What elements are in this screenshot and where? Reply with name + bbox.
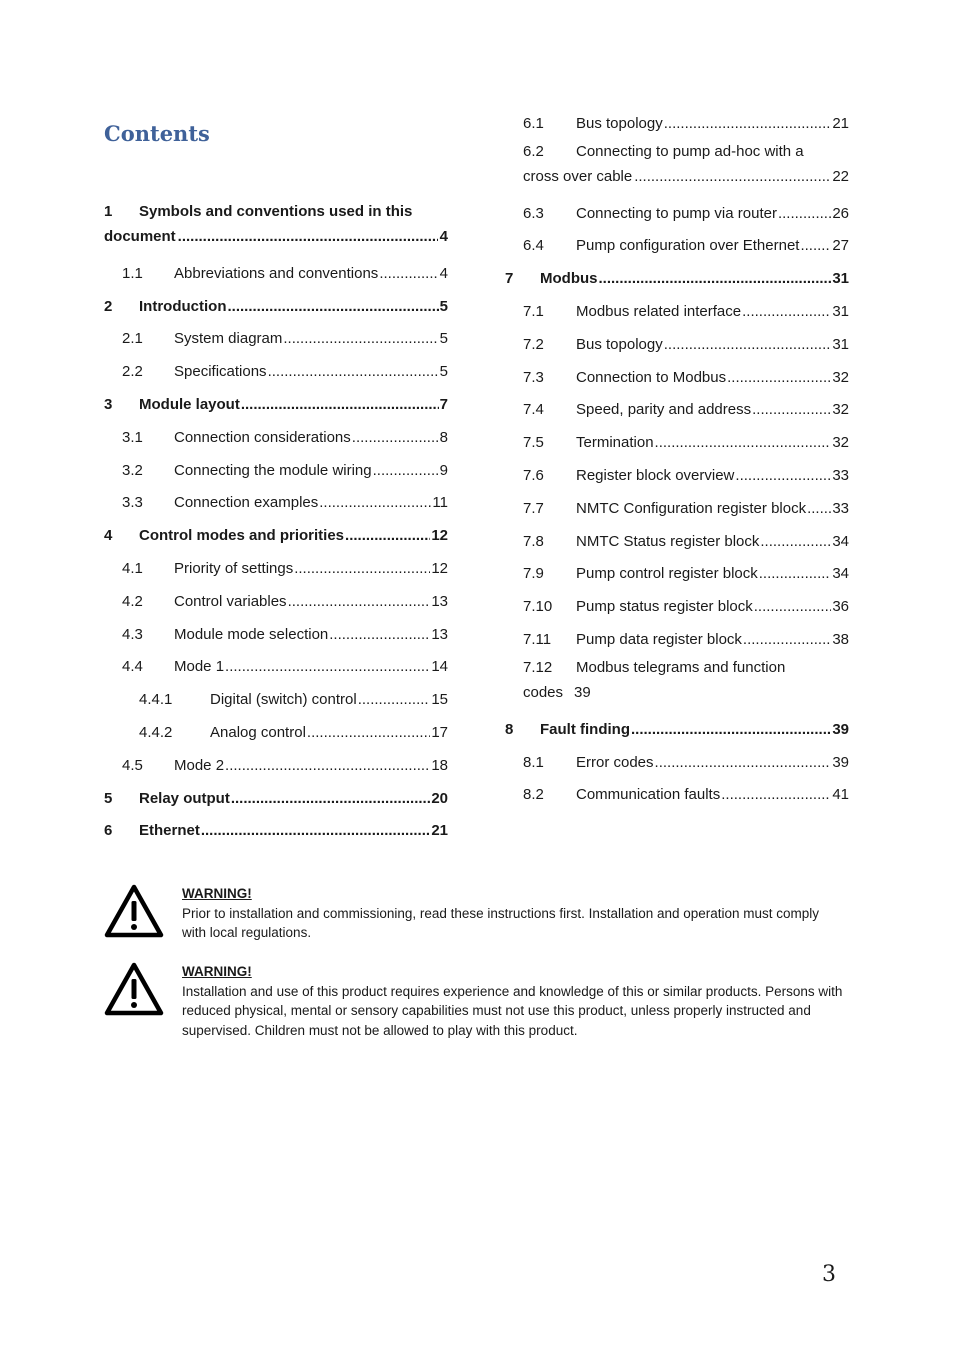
toc-entry-number: 6.4 [523, 237, 544, 255]
toc-entry [104, 577, 448, 610]
toc-leader-dots [634, 164, 830, 189]
toc-entry-number: 4.4 [122, 658, 143, 676]
toc-entry [505, 451, 849, 484]
toc-entry-title-continued: cross over cable [523, 167, 633, 185]
toc-leader-dots [178, 224, 438, 249]
toc-page-number: 26 [832, 204, 849, 222]
toc-entry-title: Digital (switch) control [210, 691, 357, 709]
toc-entry-line [104, 199, 448, 224]
toc-entry [505, 550, 849, 583]
toc-page-number: 13 [431, 625, 448, 643]
toc-column-right [505, 99, 849, 803]
toc-entry-title: NMTC Configuration register block [576, 499, 807, 517]
toc-entry-number: 7.8 [523, 532, 544, 550]
toc-entry-title: Specifications [174, 363, 267, 381]
toc-entry [505, 517, 849, 550]
toc-page-number: 11 [432, 494, 448, 512]
toc-leader-dots [288, 593, 431, 610]
toc-entry-title: Connection examples [174, 494, 319, 512]
toc-entry-number: 6.2 [523, 142, 544, 160]
toc-entry-number: 8.1 [523, 753, 544, 771]
toc-leader-dots [752, 401, 831, 418]
toc-entry-title: Register block overview [576, 466, 735, 484]
toc-leader-dots [307, 724, 430, 741]
toc-page-number: 14 [431, 658, 448, 676]
toc-entry-number: 7.5 [523, 434, 544, 452]
toc-entry-title: Bus topology [576, 335, 663, 353]
toc-entry [104, 282, 448, 315]
toc-entry-number: 6 [104, 822, 113, 840]
toc-page-number: 21 [431, 822, 448, 840]
toc-entry [505, 320, 849, 353]
toc-page-number: 34 [832, 565, 849, 583]
toc-entry [104, 380, 448, 413]
toc-page-number: 31 [832, 335, 849, 353]
toc-entry-line [523, 164, 849, 189]
toc-page-number: 32 [832, 434, 849, 452]
toc-entry [505, 705, 849, 738]
toc-entry [505, 582, 849, 615]
toc-page-number: 39 [832, 753, 849, 771]
toc-entry-number: 2.2 [122, 363, 143, 381]
toc-leader-dots [241, 396, 439, 413]
toc-entry-title: Pump control register block [576, 565, 758, 583]
toc-entry-number: 3.2 [122, 461, 143, 479]
toc-entry-number: 4.3 [122, 625, 143, 643]
toc-entry [104, 479, 448, 512]
toc-entry-line [523, 139, 849, 164]
toc-entry-line [523, 680, 849, 705]
toc-entry-number: 1 [104, 203, 113, 220]
toc-entry-number: 8.2 [523, 786, 544, 804]
toc-leader-dots [379, 265, 438, 282]
toc-entry-title-continued: document [104, 228, 176, 245]
toc-entry-number: 2.1 [122, 330, 143, 348]
toc-entry [505, 254, 849, 287]
toc-entry [104, 741, 448, 774]
toc-page-number: 33 [832, 466, 849, 484]
toc-entry-number: 7.11 [523, 630, 552, 648]
toc-leader-dots [631, 721, 831, 738]
toc-leader-dots [721, 786, 831, 803]
toc-page-number: 8 [439, 428, 448, 446]
toc-entry-number: 4.5 [122, 756, 143, 774]
toc-entry-title: Communication faults [576, 786, 721, 804]
toc-entry [104, 708, 448, 741]
toc-entry-title: Modbus related interface [576, 302, 742, 320]
toc-entry [505, 99, 849, 132]
toc-leader-dots [227, 298, 438, 315]
toc-entry-number: 4 [104, 527, 113, 545]
toc-page-number: 17 [431, 723, 448, 741]
toc-leader-dots [283, 330, 438, 347]
toc-entry-line [104, 224, 448, 249]
toc-entry-title: Introduction [139, 297, 227, 315]
toc-entry-title: Connection considerations [174, 428, 351, 446]
toc-page-number: 33 [832, 499, 849, 517]
toc-entry-title: Pump status register block [576, 598, 753, 616]
toc-entry [505, 738, 849, 771]
toc-entry [505, 353, 849, 386]
toc-entry [104, 675, 448, 708]
toc-page-number: 15 [431, 691, 448, 709]
toc-entry [505, 132, 849, 189]
toc-page-number: 5 [439, 330, 448, 348]
toc-entry-number: 7.6 [523, 466, 544, 484]
toc-leader-dots [778, 205, 831, 222]
toc-leader-dots [352, 429, 439, 446]
toc-entry-title: Control variables [174, 592, 287, 610]
toc-entry-number: 6.3 [523, 204, 544, 222]
toc-entry [505, 418, 849, 451]
toc-leader-dots [231, 790, 430, 807]
toc-gap [563, 680, 574, 705]
toc-leader-dots [800, 237, 831, 254]
toc-entry-title: Connecting to pump via router [576, 204, 777, 222]
toc-entry [104, 315, 448, 348]
warning-text-1 [182, 884, 844, 943]
toc-entry [104, 643, 448, 676]
toc-leader-dots [373, 462, 439, 479]
toc-entry-title: Analog control [210, 723, 306, 741]
toc-entry-title: Pump data register block [576, 630, 742, 648]
toc-entry [104, 774, 448, 807]
toc-entry-number: 4.4.1 [139, 691, 173, 709]
toc-entry [505, 222, 849, 255]
toc-entry-number: 5 [104, 789, 113, 807]
toc-page-number: 5 [439, 363, 448, 381]
contents-heading: Contents [104, 121, 210, 146]
toc-page-number: 20 [431, 789, 448, 807]
toc-page-number: 7 [439, 395, 448, 413]
toc-entry [505, 484, 849, 517]
toc-leader-dots [225, 757, 430, 774]
warning-text-2 [182, 962, 844, 1040]
toc-page-number: 41 [832, 786, 849, 804]
toc-page-number: 5 [439, 297, 448, 315]
toc-entry-number: 7.4 [523, 401, 544, 419]
warning-triangle-icon [104, 884, 164, 938]
toc-leader-dots [329, 626, 430, 643]
toc-leader-dots [760, 533, 831, 550]
toc-leader-dots [225, 658, 430, 675]
toc-page-number: 36 [832, 598, 849, 616]
toc-entry-number: 3.3 [122, 494, 143, 512]
toc-entry-title: Module mode selection [174, 625, 329, 643]
warning-body: Prior to installation and commissioning, read these instructions first. Installation and operation must comply with local regulations. [182, 905, 820, 940]
toc-entry [104, 413, 448, 446]
toc-entry-number: 1.1 [122, 264, 143, 282]
toc-entry-title: Mode 1 [174, 658, 225, 676]
toc-entry-title: Module layout [139, 395, 240, 413]
toc-entry [104, 249, 448, 282]
toc-entry-number: 3.1 [122, 428, 143, 446]
toc-page-number: 12 [431, 559, 448, 577]
toc-page-number: 31 [832, 270, 849, 288]
toc-entry-title: Ethernet [139, 822, 200, 840]
toc-entry [505, 771, 849, 804]
toc-page-number: 22 [832, 167, 849, 185]
toc-page-number: 31 [832, 302, 849, 320]
toc-entry-number: 7.1 [523, 302, 544, 320]
toc-entry-title: Modbus [540, 270, 598, 288]
toc-leader-dots [655, 434, 832, 451]
toc-entry [104, 446, 448, 479]
toc-leader-dots [742, 303, 831, 320]
toc-entry-number: 7 [505, 270, 514, 288]
toc-entry [104, 347, 448, 380]
toc-entry-title: Connecting the module wiring [174, 461, 372, 479]
warning-title: WARNING! [182, 964, 252, 979]
toc-leader-dots [743, 631, 831, 648]
toc-page-number: 27 [832, 237, 849, 255]
toc-entry-title: Abbreviations and conventions [174, 264, 379, 282]
toc-leader-dots [599, 270, 832, 287]
warning-body: Installation and use of this product requires experience and knowledge of this or similar products. Persons with reduced physical, mental or sensory capabilities must not use this product, unless properly instructed and supervised. Children must not be allowed to play with this product. [182, 983, 843, 1038]
toc-leader-dots [664, 336, 832, 353]
toc-entry-number: 4.1 [122, 559, 143, 577]
toc-entry [505, 287, 849, 320]
toc-entry-title: Termination [576, 434, 654, 452]
toc-entry-title: Pump configuration over Ethernet [576, 237, 800, 255]
toc-leader-dots [735, 467, 831, 484]
toc-leader-dots [655, 754, 832, 771]
toc-entry [505, 189, 849, 222]
warning-title: WARNING! [182, 886, 252, 901]
toc-entry [104, 192, 448, 249]
toc-leader-dots [345, 527, 430, 544]
toc-entry [104, 544, 448, 577]
toc-page-number: 12 [431, 527, 448, 545]
toc-entry-number: 7.7 [523, 499, 544, 517]
toc-page-number: 9 [439, 461, 448, 479]
toc-entry-number: 7.12 [523, 658, 553, 676]
toc-entry-number: 7.3 [523, 368, 544, 386]
toc-page-number: 34 [832, 532, 849, 550]
toc-page-number: 39 [574, 683, 591, 701]
toc-page-number: 32 [832, 368, 849, 386]
toc-column-left [104, 192, 448, 839]
toc-entry [104, 807, 448, 840]
toc-entry-title: Bus topology [576, 114, 663, 132]
toc-page-number: 18 [431, 756, 448, 774]
toc-entry-title: Symbols and conventions used in this [139, 203, 413, 220]
toc-entry-title: Priority of settings [174, 559, 294, 577]
toc-leader-dots [664, 115, 832, 132]
toc-entry-number: 4.4.2 [139, 723, 173, 741]
toc-entry-number: 8 [505, 720, 514, 738]
toc-entry-title: Control modes and priorities [139, 527, 345, 545]
toc-entry [505, 386, 849, 419]
toc-entry-title: System diagram [174, 330, 283, 348]
toc-entry-line [523, 655, 849, 680]
toc-page-number: 39 [832, 720, 849, 738]
toc-leader-dots [754, 598, 832, 615]
toc-entry-number: 2 [104, 297, 113, 315]
toc-entry-number: 7.9 [523, 565, 544, 583]
toc-entry-title: NMTC Status register block [576, 532, 760, 550]
toc-entry-number: 7.10 [523, 598, 553, 616]
toc-leader-dots [807, 500, 831, 517]
toc-entry-title: Mode 2 [174, 756, 225, 774]
toc-entry-title: Speed, parity and address [576, 401, 752, 419]
page-number: 3 [822, 1262, 836, 1287]
toc-entry [104, 511, 448, 544]
toc-entry-number: 4.2 [122, 592, 143, 610]
toc-entry [505, 648, 849, 705]
toc-entry-title: Connection to Modbus [576, 368, 727, 386]
toc-entry [505, 615, 849, 648]
toc-leader-dots [358, 691, 431, 708]
toc-leader-dots [727, 369, 831, 386]
toc-page-number: 32 [832, 401, 849, 419]
toc-leader-dots [268, 363, 439, 380]
toc-leader-dots [319, 494, 431, 511]
toc-entry-number: 3 [104, 395, 113, 413]
toc-leader-dots [294, 560, 430, 577]
toc-leader-dots [759, 565, 832, 582]
toc-page-number: 38 [832, 630, 849, 648]
toc-page-number: 4 [439, 264, 448, 282]
toc-entry-title: Modbus telegrams and function [576, 658, 786, 676]
toc-page-number: 21 [832, 114, 849, 132]
toc-entry-title: Error codes [576, 753, 654, 771]
toc-entry-number: 7.2 [523, 335, 544, 353]
toc-entry-number: 6.1 [523, 114, 544, 132]
toc-entry-title: Fault finding [540, 720, 630, 738]
toc-page-number: 4 [439, 228, 448, 245]
toc-entry-title: Relay output [139, 789, 230, 807]
toc-entry [104, 610, 448, 643]
toc-page-number: 13 [431, 592, 448, 610]
toc-entry-title-continued: codes [523, 683, 564, 701]
warning-triangle-icon [104, 962, 164, 1016]
toc-entry-title: Connecting to pump ad-hoc with a [576, 142, 804, 160]
toc-leader-dots [201, 822, 430, 839]
